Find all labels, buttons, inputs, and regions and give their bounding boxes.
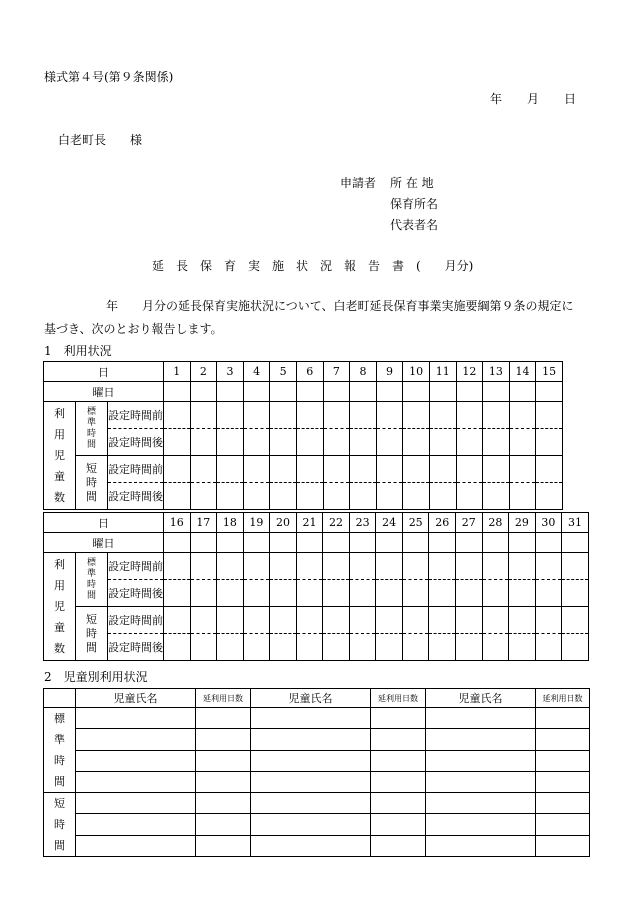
applicant-label: 申請者 — [340, 176, 377, 190]
form-number: 様式第４号(第９条関係) — [44, 70, 174, 84]
addressee: 白老町長 様 — [58, 133, 143, 147]
after-label: 設定時間後 — [108, 429, 164, 456]
short-time-label: 短時間 — [76, 607, 108, 661]
day-cell: 25 — [402, 513, 429, 533]
days-header: 延利用日数 — [371, 689, 426, 708]
usage-table-second-half — [43, 512, 589, 661]
date-year: 年 — [490, 92, 503, 106]
day-cell: 9 — [376, 362, 403, 382]
applicant-rep: 代表者名 — [390, 218, 439, 232]
day-cell: 17 — [190, 513, 217, 533]
children-count-label: 利用児童数 — [44, 553, 76, 661]
day-cell: 24 — [376, 513, 403, 533]
weekday-header: 曜日 — [44, 382, 164, 402]
day-cell: 2 — [190, 362, 217, 382]
intro-line-1: 年 月分の延長保育実施状況について、白老町延長保育事業実施要綱第９条の規定に — [106, 299, 574, 313]
day-cell: 12 — [456, 362, 483, 382]
short-time-section-label: 短時間 — [44, 793, 76, 857]
children-count-label: 利用児童数 — [44, 402, 76, 510]
day-cell: 18 — [217, 513, 244, 533]
day-cell: 26 — [429, 513, 456, 533]
standard-time-label: 標準時間 — [76, 402, 108, 456]
day-cell: 28 — [482, 513, 509, 533]
before-label: 設定時間前 — [108, 456, 164, 483]
standard-time-section-label: 標準時間 — [44, 708, 76, 793]
after-label: 設定時間後 — [108, 634, 164, 661]
day-cell: 23 — [349, 513, 376, 533]
day-cell: 6 — [296, 362, 323, 382]
name-header: 児童氏名 — [251, 689, 371, 708]
day-cell: 31 — [562, 513, 589, 533]
usage-table-first-half — [43, 361, 563, 510]
before-label: 設定時間前 — [108, 402, 164, 429]
name-header: 児童氏名 — [76, 689, 196, 708]
day-cell: 1 — [164, 362, 191, 382]
day-cell: 27 — [456, 513, 483, 533]
section-1-heading: 1 利用状況 — [44, 344, 112, 358]
page-title: 延 長 保 育 実 施 状 況 報 告 書 ( 月分) — [152, 259, 474, 273]
weekday-header: 曜日 — [44, 533, 164, 553]
short-time-label: 短時間 — [76, 456, 108, 510]
after-label: 設定時間後 — [108, 483, 164, 510]
day-cell: 10 — [403, 362, 430, 382]
day-cell: 8 — [350, 362, 377, 382]
intro-line-2: 基づき、次のとおり報告します。 — [44, 322, 223, 336]
day-header: 日 — [44, 362, 164, 382]
day-cell: 4 — [243, 362, 270, 382]
standard-time-label: 標準時間 — [76, 553, 108, 607]
day-cell: 14 — [509, 362, 536, 382]
name-header: 児童氏名 — [426, 689, 536, 708]
section-2-heading: 2 児童別利用状況 — [44, 670, 148, 684]
day-cell: 20 — [270, 513, 297, 533]
day-cell: 16 — [164, 513, 191, 533]
days-header: 延利用日数 — [536, 689, 590, 708]
day-cell: 19 — [243, 513, 270, 533]
day-cell: 22 — [323, 513, 350, 533]
day-cell: 21 — [296, 513, 323, 533]
days-header: 延利用日数 — [196, 689, 251, 708]
day-cell: 29 — [509, 513, 536, 533]
day-cell: 5 — [270, 362, 297, 382]
day-header: 日 — [44, 513, 164, 533]
day-cell: 13 — [483, 362, 510, 382]
day-cell: 7 — [323, 362, 350, 382]
after-label: 設定時間後 — [108, 580, 164, 607]
day-cell: 30 — [535, 513, 562, 533]
date-month: 月 — [527, 92, 540, 106]
date-day: 日 — [564, 92, 577, 106]
applicant-nursery: 保育所名 — [390, 197, 439, 211]
applicant-address: 所 在 地 — [390, 176, 434, 190]
day-cell: 3 — [217, 362, 244, 382]
before-label: 設定時間前 — [108, 553, 164, 580]
child-usage-table — [43, 688, 590, 857]
before-label: 設定時間前 — [108, 607, 164, 634]
day-cell: 11 — [429, 362, 456, 382]
day-cell: 15 — [536, 362, 563, 382]
